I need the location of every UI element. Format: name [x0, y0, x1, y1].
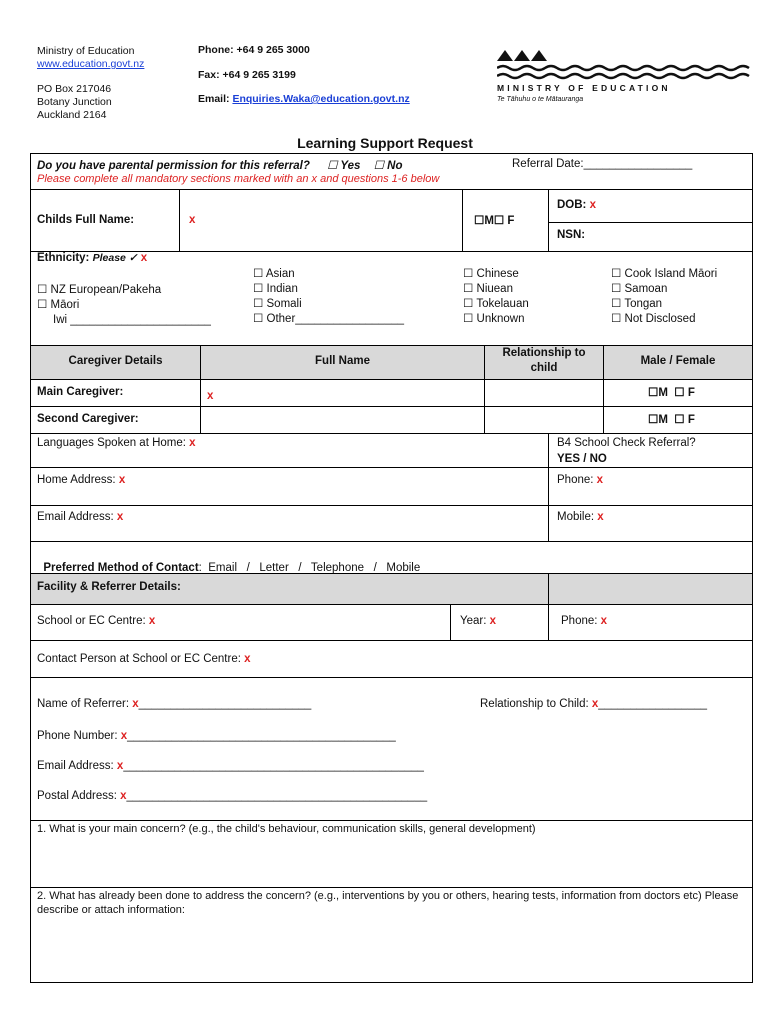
ethnicity-option[interactable]: ☐ NZ European/Pakeha [37, 283, 211, 298]
dob-label: DOB: [557, 199, 587, 211]
child-name-label: Childs Full Name: [37, 214, 135, 226]
b4-school-check-label: B4 School Check Referral? [557, 437, 696, 449]
ethnicity-mark: x [140, 252, 148, 264]
referral-date-field[interactable]: Referral Date:_________________ [512, 158, 693, 170]
languages-label: Languages Spoken at Home: [37, 437, 186, 449]
org-name: Ministry of Education [37, 45, 135, 57]
year-label: Year: [460, 615, 487, 627]
referrer-relationship-field[interactable]: Relationship to Child: x_________________ [480, 698, 708, 710]
facility-header: Facility & Referrer Details: [37, 581, 181, 593]
header-email-label: Email: [198, 93, 230, 105]
ethnicity-option[interactable]: ☐ Chinese [463, 267, 529, 282]
nsn-label[interactable]: NSN: [557, 229, 586, 241]
org-address-block [37, 45, 144, 122]
year-field[interactable]: Year: x [460, 615, 497, 627]
ethnicity-option[interactable]: ☐ Samoan [611, 282, 717, 297]
question-2: 2. What has already been done to address the concern? (e.g., interventions by you or others, hearing tests, information from doctors etc) Please describe or attach information: [37, 890, 739, 916]
main-caregiver-female-checkbox[interactable] [674, 387, 684, 399]
home-phone-label: Phone: [557, 474, 594, 486]
ethnicity-option[interactable]: ☐ Indian [253, 282, 404, 297]
question-2-answer-area[interactable] [31, 920, 752, 981]
main-caregiver-gender: ☐ M ☐ F [648, 385, 695, 399]
mandatory-note: Please complete all mandatory sections marked with an x and questions 1-6 below [37, 173, 440, 185]
child-gender [474, 213, 514, 227]
caregiver-header-gender: Male / Female [640, 355, 716, 367]
referrer-name-field[interactable]: Name of Referrer: x___________________________ [37, 698, 312, 710]
referrer-email-field[interactable]: Email Address: x_______________________________________________ [37, 760, 424, 772]
email-address-label: Email Address: [37, 511, 114, 523]
ethnicity-option[interactable]: ☐ Somali [253, 297, 404, 312]
contact-person-field[interactable]: Contact Person at School or EC Centre: x [37, 653, 251, 665]
page-title: Learning Support Request [297, 135, 473, 151]
main-caregiver-name-input[interactable]: x [207, 390, 214, 402]
ethnicity-option[interactable]: ☐ Cook Island Māori [611, 267, 717, 282]
header-phone: Phone: +64 9 265 3000 [198, 44, 310, 56]
ethnicity-option[interactable]: ☐ Unknown [463, 312, 529, 327]
dob-field[interactable] [557, 199, 596, 211]
ethnicity-option[interactable]: ☐ Tongan [611, 297, 717, 312]
permission-no-checkbox[interactable] [374, 160, 384, 172]
preferred-contact-options[interactable]: : Email / Letter / Telephone / Mobile [198, 562, 421, 574]
header-email [198, 93, 410, 105]
ethnicity-option[interactable]: ☐ Niuean [463, 282, 529, 297]
permission-row [37, 158, 403, 172]
caregiver-header-details: Caregiver Details [68, 355, 163, 367]
ethnicity-heading [37, 252, 147, 264]
referrer-email-label: Email Address: [37, 760, 114, 772]
main-caregiver-label: Main Caregiver: [37, 386, 124, 398]
main-caregiver-male-checkbox[interactable] [648, 387, 658, 399]
child-female-checkbox[interactable] [494, 215, 504, 227]
school-phone-label: Phone: [561, 615, 598, 627]
languages-field[interactable]: Languages Spoken at Home: x [37, 437, 196, 449]
school-field[interactable]: School or EC Centre: x [37, 615, 156, 627]
preferred-contact-label: Preferred Method of Contact [43, 562, 199, 574]
header-email-link[interactable]: Enquiries.Waka@education.govt.nz [232, 93, 410, 105]
question-1: 1. What is your main concern? (e.g., the child's behaviour, communication skills, general development) [37, 823, 536, 835]
ethnicity-option[interactable]: ☐ Māori [37, 298, 211, 313]
permission-question: Do you have parental permission for this referral? [37, 160, 310, 172]
ministry-logo [497, 48, 752, 108]
ethnicity-option[interactable]: ☐ Other_________________ [253, 312, 404, 327]
second-caregiver-gender: ☐ M ☐ F [648, 412, 695, 426]
child-name-input[interactable]: x [189, 214, 196, 226]
child-male-label: M [484, 215, 494, 227]
caregiver-header-relationship: Relationship to child [502, 347, 586, 374]
ethnicity-option[interactable]: ☐ Tokelauan [463, 297, 529, 312]
website-link[interactable]: www.education.govt.nz [37, 58, 145, 70]
permission-no-label: No [387, 160, 403, 172]
child-male-checkbox[interactable] [474, 215, 484, 227]
ethnicity-please: Please ✓ [92, 252, 138, 264]
ethnicity-col1 [37, 283, 211, 328]
header-fax: Fax: +64 9 265 3199 [198, 69, 296, 81]
dob-mark: x [589, 199, 596, 211]
second-caregiver-label: Second Caregiver: [37, 413, 139, 425]
referrer-postal-label: Postal Address: [37, 790, 117, 802]
logo-subtext: Te Tāhuhu o te Mātauranga [497, 96, 584, 103]
po-box: PO Box 217046 [37, 83, 112, 95]
referrer-phone-label: Phone Number: [37, 730, 118, 742]
iwi-field[interactable]: Iwi ______________________ [53, 314, 211, 326]
ethnicity-col4 [611, 267, 717, 327]
school-phone-field[interactable]: Phone: x [561, 615, 608, 627]
suburb: Botany Junction [37, 96, 112, 108]
email-address-field[interactable]: Email Address: x [37, 511, 124, 523]
question-1-answer-area[interactable] [31, 840, 752, 886]
school-label: School or EC Centre: [37, 615, 146, 627]
second-caregiver-male-checkbox[interactable] [648, 414, 658, 426]
referrer-postal-field[interactable]: Postal Address: x_______________________________________________ [37, 790, 428, 802]
preferred-contact[interactable] [37, 550, 420, 574]
second-caregiver-female-checkbox[interactable] [674, 414, 684, 426]
home-phone-field[interactable]: Phone: x [557, 474, 604, 486]
ethnicity-col2 [253, 267, 404, 327]
caregiver-header-name: Full Name [315, 355, 370, 367]
child-female-label: F [507, 215, 515, 227]
mobile-label: Mobile: [557, 511, 595, 523]
mobile-field[interactable]: Mobile: x [557, 511, 604, 523]
ethnicity-option[interactable]: ☐ Not Disclosed [611, 312, 717, 327]
ethnicity-col3 [463, 267, 529, 327]
logo-text: MINISTRY OF EDUCATION [497, 83, 671, 93]
referrer-name-label: Name of Referrer: [37, 698, 130, 710]
referrer-relationship-label: Relationship to Child: [480, 698, 589, 710]
home-address-label: Home Address: [37, 474, 116, 486]
contact-person-label: Contact Person at School or EC Centre: [37, 653, 241, 665]
home-address-field[interactable]: Home Address: x [37, 474, 126, 486]
ethnicity-label: Ethnicity: [37, 252, 90, 264]
permission-yes-label: Yes [340, 160, 361, 172]
permission-yes-checkbox[interactable] [327, 160, 337, 172]
referrer-phone-field[interactable]: Phone Number: x__________________________________________ [37, 730, 396, 742]
city: Auckland 2164 [37, 109, 107, 121]
b4-yes-no[interactable]: YES / NO [557, 453, 607, 465]
ethnicity-option[interactable]: ☐ Asian [253, 267, 404, 282]
